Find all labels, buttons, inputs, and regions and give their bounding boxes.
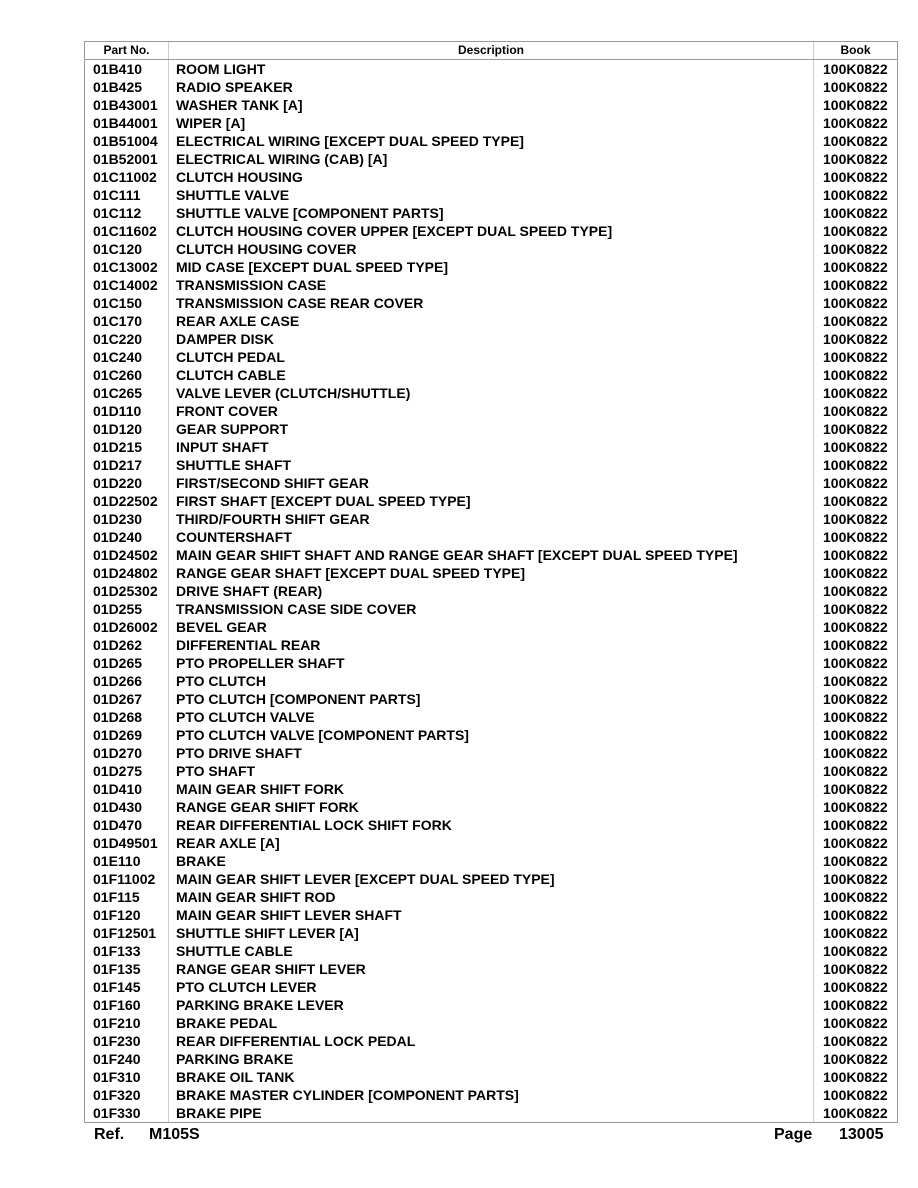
table-row [85, 204, 898, 222]
part-number-cell: 01C170 [85, 312, 169, 330]
part-number-cell: 01F230 [85, 1032, 169, 1050]
description-cell: RANGE GEAR SHIFT LEVER [169, 960, 814, 978]
book-cell: 100K0822 [814, 510, 898, 528]
table-row [85, 906, 898, 924]
part-number-cell: 01F120 [85, 906, 169, 924]
description-cell: GEAR SUPPORT [169, 420, 814, 438]
column-header-part-no: Part No. [85, 42, 169, 60]
description-cell: FRONT COVER [169, 402, 814, 420]
book-cell: 100K0822 [814, 996, 898, 1014]
book-cell: 100K0822 [814, 564, 898, 582]
part-number-cell: 01D26002 [85, 618, 169, 636]
book-cell: 100K0822 [814, 870, 898, 888]
table-row [85, 1068, 898, 1086]
description-cell: RANGE GEAR SHAFT [EXCEPT DUAL SPEED TYPE] [169, 564, 814, 582]
book-cell: 100K0822 [814, 834, 898, 852]
description-cell: VALVE LEVER (CLUTCH/SHUTTLE) [169, 384, 814, 402]
description-cell: PTO CLUTCH [169, 672, 814, 690]
book-cell: 100K0822 [814, 762, 898, 780]
description-cell: PTO CLUTCH [COMPONENT PARTS] [169, 690, 814, 708]
description-cell: SHUTTLE CABLE [169, 942, 814, 960]
book-cell: 100K0822 [814, 96, 898, 114]
table-row [85, 672, 898, 690]
table-row [85, 996, 898, 1014]
part-number-cell: 01C120 [85, 240, 169, 258]
description-cell: DIFFERENTIAL REAR [169, 636, 814, 654]
description-cell: BEVEL GEAR [169, 618, 814, 636]
page-label: Page [774, 1126, 813, 1143]
part-number-cell: 01D110 [85, 402, 169, 420]
book-cell: 100K0822 [814, 78, 898, 96]
part-number-cell: 01D25302 [85, 582, 169, 600]
description-cell: MAIN GEAR SHIFT SHAFT AND RANGE GEAR SHAFT [EXCEPT DUAL SPEED TYPE] [169, 546, 814, 564]
part-number-cell: 01D217 [85, 456, 169, 474]
book-cell: 100K0822 [814, 780, 898, 798]
table-row [85, 942, 898, 960]
book-cell: 100K0822 [814, 384, 898, 402]
table-row [85, 564, 898, 582]
description-cell: MAIN GEAR SHIFT LEVER SHAFT [169, 906, 814, 924]
description-cell: BRAKE [169, 852, 814, 870]
part-number-cell: 01C11002 [85, 168, 169, 186]
description-cell: MAIN GEAR SHIFT ROD [169, 888, 814, 906]
book-cell: 100K0822 [814, 294, 898, 312]
book-cell: 100K0822 [814, 582, 898, 600]
part-number-cell: 01D265 [85, 654, 169, 672]
description-cell: CLUTCH HOUSING [169, 168, 814, 186]
part-number-cell: 01F310 [85, 1068, 169, 1086]
description-cell: BRAKE PEDAL [169, 1014, 814, 1032]
book-cell: 100K0822 [814, 798, 898, 816]
description-cell: BRAKE PIPE [169, 1104, 814, 1123]
description-cell: WASHER TANK [A] [169, 96, 814, 114]
part-number-cell: 01F12501 [85, 924, 169, 942]
part-number-cell: 01F240 [85, 1050, 169, 1068]
table-row [85, 78, 898, 96]
parts-table [84, 41, 898, 1123]
table-row [85, 384, 898, 402]
table-row [85, 1032, 898, 1050]
table-row [85, 600, 898, 618]
book-cell: 100K0822 [814, 1014, 898, 1032]
description-cell: SHUTTLE VALVE [COMPONENT PARTS] [169, 204, 814, 222]
table-row [85, 312, 898, 330]
table-row [85, 492, 898, 510]
table-row [85, 762, 898, 780]
book-cell: 100K0822 [814, 672, 898, 690]
part-number-cell: 01F135 [85, 960, 169, 978]
column-header-book: Book [814, 42, 898, 60]
table-row [85, 1104, 898, 1123]
description-cell: PTO PROPELLER SHAFT [169, 654, 814, 672]
part-number-cell: 01F115 [85, 888, 169, 906]
table-row [85, 510, 898, 528]
table-row [85, 960, 898, 978]
page-footer [84, 1126, 897, 1148]
description-cell: COUNTERSHAFT [169, 528, 814, 546]
book-cell: 100K0822 [814, 600, 898, 618]
book-cell: 100K0822 [814, 222, 898, 240]
part-number-cell: 01C220 [85, 330, 169, 348]
description-cell: REAR AXLE [A] [169, 834, 814, 852]
book-cell: 100K0822 [814, 1086, 898, 1104]
table-row [85, 546, 898, 564]
part-number-cell: 01F145 [85, 978, 169, 996]
description-cell: BRAKE OIL TANK [169, 1068, 814, 1086]
book-cell: 100K0822 [814, 474, 898, 492]
part-number-cell: 01D267 [85, 690, 169, 708]
description-cell: RADIO SPEAKER [169, 78, 814, 96]
book-cell: 100K0822 [814, 402, 898, 420]
table-row [85, 96, 898, 114]
part-number-cell: 01C112 [85, 204, 169, 222]
page-number: 13005 [839, 1126, 884, 1143]
table-row [85, 870, 898, 888]
part-number-cell: 01D22502 [85, 492, 169, 510]
table-row [85, 402, 898, 420]
book-cell: 100K0822 [814, 906, 898, 924]
book-cell: 100K0822 [814, 204, 898, 222]
book-cell: 100K0822 [814, 942, 898, 960]
table-row [85, 240, 898, 258]
description-cell: WIPER [A] [169, 114, 814, 132]
description-cell: SHUTTLE SHIFT LEVER [A] [169, 924, 814, 942]
table-row [85, 294, 898, 312]
book-cell: 100K0822 [814, 240, 898, 258]
description-cell: CLUTCH HOUSING COVER [169, 240, 814, 258]
book-cell: 100K0822 [814, 816, 898, 834]
table-row [85, 132, 898, 150]
book-cell: 100K0822 [814, 420, 898, 438]
book-cell: 100K0822 [814, 636, 898, 654]
table-row [85, 1014, 898, 1032]
table-row [85, 1050, 898, 1068]
description-cell: REAR AXLE CASE [169, 312, 814, 330]
description-cell: BRAKE MASTER CYLINDER [COMPONENT PARTS] [169, 1086, 814, 1104]
part-number-cell: 01D24802 [85, 564, 169, 582]
description-cell: THIRD/FOURTH SHIFT GEAR [169, 510, 814, 528]
part-number-cell: 01D470 [85, 816, 169, 834]
part-number-cell: 01C260 [85, 366, 169, 384]
description-cell: FIRST SHAFT [EXCEPT DUAL SPEED TYPE] [169, 492, 814, 510]
table-row [85, 474, 898, 492]
book-cell: 100K0822 [814, 186, 898, 204]
part-number-cell: 01F210 [85, 1014, 169, 1032]
part-number-cell: 01C13002 [85, 258, 169, 276]
book-cell: 100K0822 [814, 114, 898, 132]
part-number-cell: 01C11602 [85, 222, 169, 240]
part-number-cell: 01C150 [85, 294, 169, 312]
table-row [85, 366, 898, 384]
book-cell: 100K0822 [814, 708, 898, 726]
description-cell: FIRST/SECOND SHIFT GEAR [169, 474, 814, 492]
part-number-cell: 01D49501 [85, 834, 169, 852]
table-row [85, 690, 898, 708]
book-cell: 100K0822 [814, 888, 898, 906]
book-cell: 100K0822 [814, 258, 898, 276]
description-cell: CLUTCH PEDAL [169, 348, 814, 366]
table-row [85, 528, 898, 546]
description-cell: PTO SHAFT [169, 762, 814, 780]
table-row [85, 924, 898, 942]
description-cell: ROOM LIGHT [169, 60, 814, 79]
table-row [85, 1086, 898, 1104]
part-number-cell: 01E110 [85, 852, 169, 870]
book-cell: 100K0822 [814, 528, 898, 546]
part-number-cell: 01B44001 [85, 114, 169, 132]
table-row [85, 348, 898, 366]
part-number-cell: 01D220 [85, 474, 169, 492]
part-number-cell: 01B52001 [85, 150, 169, 168]
table-row [85, 780, 898, 798]
part-number-cell: 01D240 [85, 528, 169, 546]
book-cell: 100K0822 [814, 744, 898, 762]
part-number-cell: 01B410 [85, 60, 169, 79]
model-name: M105S [149, 1126, 200, 1143]
table-row [85, 186, 898, 204]
book-cell: 100K0822 [814, 1050, 898, 1068]
part-number-cell: 01C14002 [85, 276, 169, 294]
description-cell: TRANSMISSION CASE [169, 276, 814, 294]
book-cell: 100K0822 [814, 348, 898, 366]
table-row [85, 456, 898, 474]
book-cell: 100K0822 [814, 1104, 898, 1123]
description-cell: TRANSMISSION CASE REAR COVER [169, 294, 814, 312]
description-cell: PARKING BRAKE LEVER [169, 996, 814, 1014]
part-number-cell: 01D410 [85, 780, 169, 798]
table-row [85, 438, 898, 456]
description-cell: TRANSMISSION CASE SIDE COVER [169, 600, 814, 618]
book-cell: 100K0822 [814, 312, 898, 330]
book-cell: 100K0822 [814, 132, 898, 150]
part-number-cell: 01D24502 [85, 546, 169, 564]
description-cell: CLUTCH CABLE [169, 366, 814, 384]
table-row [85, 816, 898, 834]
description-cell: ELECTRICAL WIRING (CAB) [A] [169, 150, 814, 168]
part-number-cell: 01C111 [85, 186, 169, 204]
description-cell: MID CASE [EXCEPT DUAL SPEED TYPE] [169, 258, 814, 276]
column-header-description: Description [169, 42, 814, 60]
description-cell: INPUT SHAFT [169, 438, 814, 456]
description-cell: PTO CLUTCH LEVER [169, 978, 814, 996]
description-cell: PTO CLUTCH VALVE [COMPONENT PARTS] [169, 726, 814, 744]
table-row [85, 168, 898, 186]
book-cell: 100K0822 [814, 438, 898, 456]
part-number-cell: 01C240 [85, 348, 169, 366]
book-cell: 100K0822 [814, 1032, 898, 1050]
table-row [85, 582, 898, 600]
part-number-cell: 01F320 [85, 1086, 169, 1104]
table-header-row [85, 42, 898, 60]
part-number-cell: 01B425 [85, 78, 169, 96]
table-row [85, 60, 898, 79]
part-number-cell: 01B43001 [85, 96, 169, 114]
description-cell: PTO DRIVE SHAFT [169, 744, 814, 762]
table-row [85, 222, 898, 240]
part-number-cell: 01F330 [85, 1104, 169, 1123]
book-cell: 100K0822 [814, 690, 898, 708]
table-row [85, 258, 898, 276]
description-cell: ELECTRICAL WIRING [EXCEPT DUAL SPEED TYPE] [169, 132, 814, 150]
book-cell: 100K0822 [814, 978, 898, 996]
description-cell: MAIN GEAR SHIFT FORK [169, 780, 814, 798]
book-cell: 100K0822 [814, 1068, 898, 1086]
table-row [85, 636, 898, 654]
table-row [85, 420, 898, 438]
table-row [85, 654, 898, 672]
table-row [85, 114, 898, 132]
part-number-cell: 01B51004 [85, 132, 169, 150]
table-row [85, 150, 898, 168]
part-number-cell: 01F133 [85, 942, 169, 960]
part-number-cell: 01D120 [85, 420, 169, 438]
part-number-cell: 01D262 [85, 636, 169, 654]
book-cell: 100K0822 [814, 366, 898, 384]
book-cell: 100K0822 [814, 492, 898, 510]
part-number-cell: 01D269 [85, 726, 169, 744]
table-row [85, 330, 898, 348]
table-row [85, 852, 898, 870]
book-cell: 100K0822 [814, 546, 898, 564]
table-body [85, 60, 898, 1123]
table-row [85, 708, 898, 726]
part-number-cell: 01D430 [85, 798, 169, 816]
part-number-cell: 01D270 [85, 744, 169, 762]
book-cell: 100K0822 [814, 852, 898, 870]
table-row [85, 798, 898, 816]
book-cell: 100K0822 [814, 168, 898, 186]
description-cell: SHUTTLE SHAFT [169, 456, 814, 474]
book-cell: 100K0822 [814, 924, 898, 942]
part-number-cell: 01F160 [85, 996, 169, 1014]
part-number-cell: 01D275 [85, 762, 169, 780]
description-cell: REAR DIFFERENTIAL LOCK SHIFT FORK [169, 816, 814, 834]
table-row [85, 978, 898, 996]
description-cell: MAIN GEAR SHIFT LEVER [EXCEPT DUAL SPEED TYPE] [169, 870, 814, 888]
part-number-cell: 01D215 [85, 438, 169, 456]
description-cell: PARKING BRAKE [169, 1050, 814, 1068]
parts-list [84, 41, 897, 1123]
table-row [85, 276, 898, 294]
book-cell: 100K0822 [814, 60, 898, 79]
part-number-cell: 01F11002 [85, 870, 169, 888]
part-number-cell: 01C265 [85, 384, 169, 402]
table-row [85, 618, 898, 636]
book-cell: 100K0822 [814, 456, 898, 474]
ref-label: Ref. [94, 1126, 125, 1143]
table-row [85, 744, 898, 762]
description-cell: PTO CLUTCH VALVE [169, 708, 814, 726]
book-cell: 100K0822 [814, 150, 898, 168]
book-cell: 100K0822 [814, 618, 898, 636]
book-cell: 100K0822 [814, 726, 898, 744]
description-cell: CLUTCH HOUSING COVER UPPER [EXCEPT DUAL SPEED TYPE] [169, 222, 814, 240]
part-number-cell: 01D230 [85, 510, 169, 528]
description-cell: DRIVE SHAFT (REAR) [169, 582, 814, 600]
description-cell: RANGE GEAR SHIFT FORK [169, 798, 814, 816]
table-row [85, 726, 898, 744]
table-row [85, 888, 898, 906]
book-cell: 100K0822 [814, 654, 898, 672]
part-number-cell: 01D268 [85, 708, 169, 726]
description-cell: DAMPER DISK [169, 330, 814, 348]
table-row [85, 834, 898, 852]
book-cell: 100K0822 [814, 330, 898, 348]
part-number-cell: 01D266 [85, 672, 169, 690]
book-cell: 100K0822 [814, 960, 898, 978]
description-cell: SHUTTLE VALVE [169, 186, 814, 204]
description-cell: REAR DIFFERENTIAL LOCK PEDAL [169, 1032, 814, 1050]
book-cell: 100K0822 [814, 276, 898, 294]
part-number-cell: 01D255 [85, 600, 169, 618]
